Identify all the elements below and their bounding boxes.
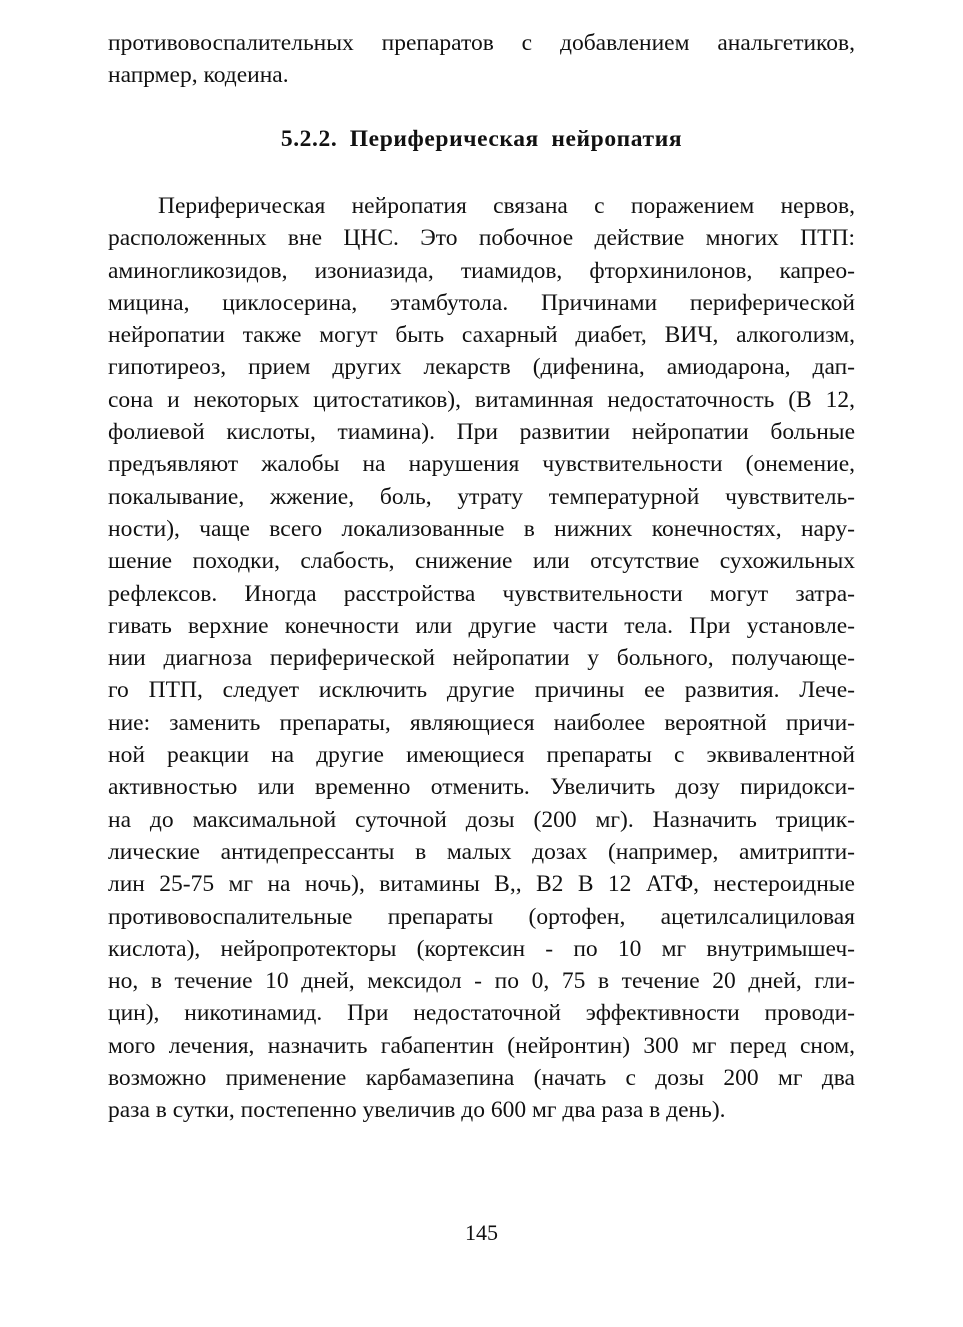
text-line: кислота), нейропротекторы (кортексин - по 10 мг внутримышеч-	[108, 935, 855, 962]
text-line: противовоспалительные препараты (ортофен, ацетилсалициловая	[108, 903, 855, 930]
text-line: противовоспалительных препаратов с добавлением анальгетиков,	[108, 30, 855, 56]
continuation-text	[108, 27, 855, 92]
page-number: 145	[465, 1220, 498, 1245]
text-line: раза в сутки, постепенно увеличив до 600 мг два раза в день).	[108, 1097, 726, 1124]
text-line: расположенных вне ЦНС. Это побочное действие многих ПТП:	[108, 225, 855, 252]
text-line: предъявляют жалобы на нарушения чувствительности (онемение,	[108, 451, 855, 478]
text-line: цин), никотинамид. При недостаточной эффективности проводи-	[108, 1000, 855, 1027]
text-line: ной реакции на другие имеющиеся препараты с эквивалентной	[108, 742, 855, 769]
text-line: активностью или временно отменить. Увеличить дозу пиридокси-	[108, 774, 855, 801]
text-line: возможно применение карбамазепина (начать с дозы 200 мг два	[108, 1065, 855, 1092]
text-line: рефлексов. Иногда расстройства чувствительности могут затра-	[108, 580, 855, 607]
text-line: Периферическая нейропатия связана с поражением нервов,	[158, 193, 855, 219]
text-line: ние: заменить препараты, являющиеся наиболее вероятной причи-	[108, 709, 855, 736]
text-line: аминогликозидов, изониазида, тиамидов, фторхинилонов, капрео-	[108, 257, 855, 284]
text-line: на до максимальной суточной дозы (200 мг). Назначить трицик-	[108, 806, 855, 833]
text-line: мого лечения, назначить габапентин (нейронтин) 300 мг перед сном,	[108, 1032, 855, 1059]
text-line: фолиевой кислоты, тиамина). При развитии нейропатии больные	[108, 419, 855, 446]
text-line: ности), чаще всего локализованные в нижних конечностях, нару-	[108, 515, 855, 542]
text-line: го ПТП, следует исключить другие причины ее развития. Лече-	[108, 677, 855, 704]
paragraph	[108, 190, 855, 1127]
text-line: гипотиреоз, прием других лекарств (дифенина, амиодарона, дап-	[108, 354, 855, 381]
text-line: шение походки, слабость, снижение или отсутствие сухожильных	[108, 548, 855, 575]
text-line: лические антидепрессанты в малых дозах (например, амитрипти-	[108, 838, 855, 865]
text-line: мицина, циклосерина, этамбутола. Причинами периферической	[108, 289, 855, 316]
text-line: напрмер, кодеина.	[108, 62, 289, 89]
text-line: покалывание, жжение, боль, утрату температурной чувствитель-	[108, 483, 855, 510]
text-line: нии диагноза периферической нейропатии у больного, получающе-	[108, 645, 855, 672]
text-line: но, в течение 10 дней, мексидол - по 0, 75 в течение 20 дней, гли-	[108, 968, 855, 995]
section-heading: 5.2.2. Периферическая нейропатия	[280, 126, 683, 152]
text-line: гивать верхние конечности или другие части тела. При установле-	[108, 612, 855, 639]
text-line: сона и некоторых цитостатиков), витаминная недостаточность (В 12,	[108, 386, 855, 413]
text-line: лин 25-75 мг на ночь), витамины В,, В2 В 12 АТФ, нестероидные	[108, 871, 855, 898]
text-line: нейропатии также могут быть сахарный диабет, ВИЧ, алкоголизм,	[108, 322, 855, 349]
